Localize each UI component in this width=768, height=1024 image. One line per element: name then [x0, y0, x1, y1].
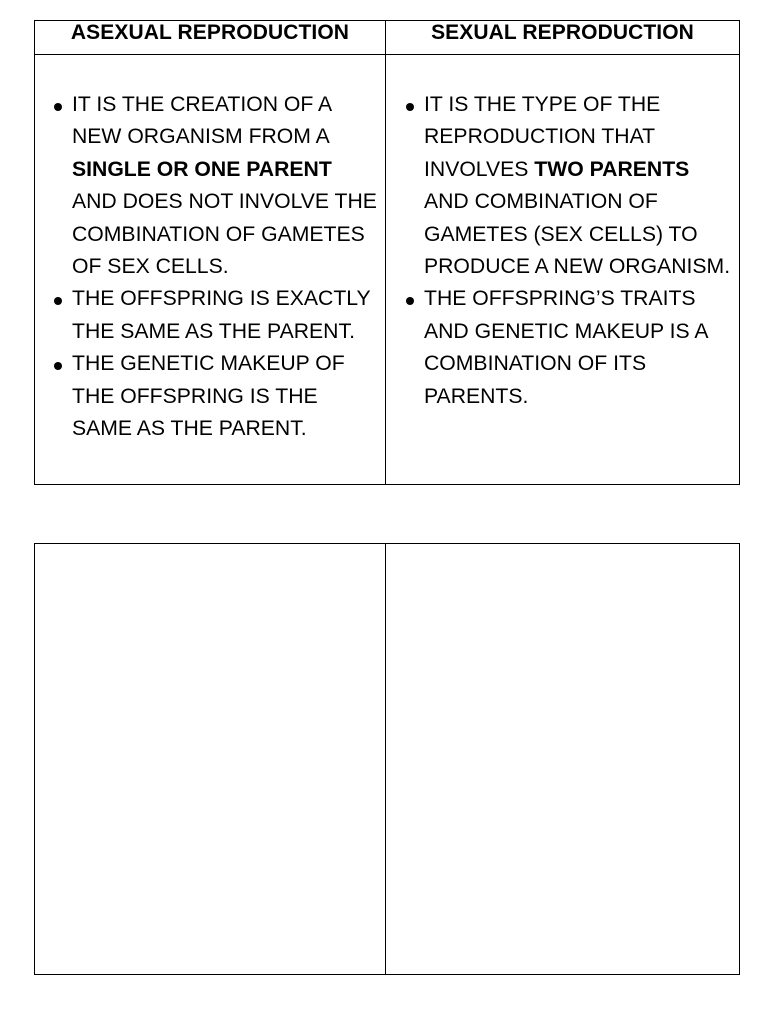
list-item	[386, 283, 739, 413]
bullet-icon	[54, 103, 62, 111]
bullet-bold-text: SINGLE OR ONE PARENT	[72, 157, 332, 181]
bullet-text: AND COMBINATION OF GAMETES (SEX CELLS) TO PRODUCE A NEW ORGANISM.	[424, 190, 731, 279]
blank-cell-left[interactable]	[35, 544, 386, 975]
list-item	[35, 348, 385, 445]
header-row	[35, 21, 740, 55]
bullet-text: THE OFFSPRING’S TRAITS AND GENETIC MAKEUP IS A COMBINATION OF ITS PARENTS.	[424, 287, 708, 408]
header-sexual: SEXUAL REPRODUCTION	[386, 21, 740, 55]
asexual-bullet-list	[35, 55, 385, 445]
blank-table	[34, 543, 740, 975]
asexual-cell	[35, 55, 386, 485]
sexual-cell	[386, 55, 740, 485]
bullet-text: IT IS THE CREATION OF A NEW ORGANISM FROM A	[72, 93, 332, 149]
bullet-icon	[406, 297, 414, 305]
list-item	[35, 89, 385, 283]
bullet-text: AND DOES NOT INVOLVE THE COMBINATION OF GAMETES OF SEX CELLS.	[72, 190, 377, 279]
bullet-icon	[54, 297, 62, 305]
bullet-icon	[406, 103, 414, 111]
header-asexual: ASEXUAL REPRODUCTION	[35, 21, 386, 55]
bullet-bold-text: TWO PARENTS	[534, 157, 690, 181]
bullet-text: THE GENETIC MAKEUP OF THE OFFSPRING IS THE SAME AS THE PARENT.	[72, 352, 345, 441]
bullet-icon	[54, 362, 62, 370]
blank-cell-right[interactable]	[386, 544, 740, 975]
bullet-text: THE OFFSPRING IS EXACTLY THE SAME AS THE PARENT.	[72, 287, 371, 343]
sexual-bullet-list	[386, 55, 739, 413]
comparison-table	[34, 20, 740, 485]
blank-row	[35, 544, 740, 975]
list-item	[386, 89, 739, 283]
bullet-text: IT IS THE TYPE OF THE REPRODUCTION THAT INVOLVES	[424, 93, 661, 181]
list-item	[35, 283, 385, 348]
content-row	[35, 55, 740, 485]
